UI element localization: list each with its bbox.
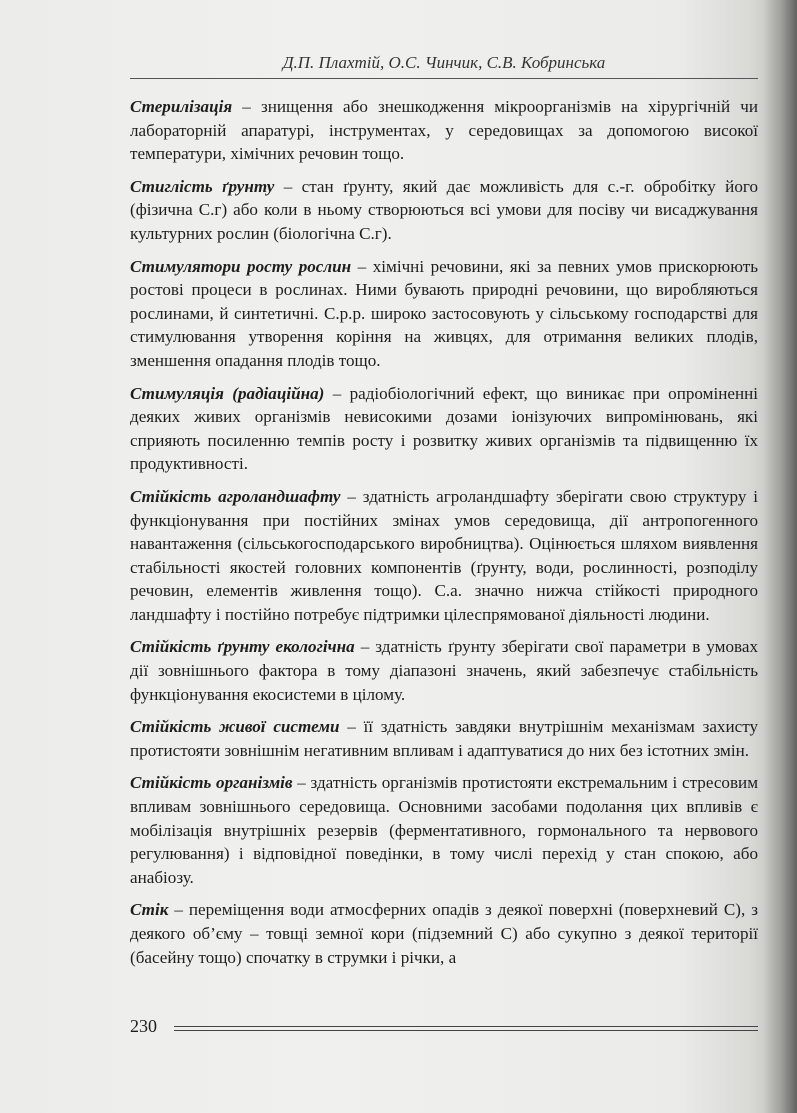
- glossary-entry: [130, 382, 758, 476]
- entry-definition: – її здатність завдяки внутрішнім механізмам захисту протистояти зовнішнім негативним впливам і адаптуватися до них без істотних змін.: [130, 717, 758, 760]
- glossary-entry: [130, 715, 758, 762]
- footer-rule: [174, 1030, 758, 1031]
- glossary-entry: [130, 898, 758, 969]
- glossary-entry: [130, 255, 758, 373]
- page-footer: [130, 1014, 758, 1038]
- entry-definition: – радіобіологічний ефект, що виникає при опроміненні деяких живих організмів невисокими дозами іонізуючих випромінювань, які сприяють посиленню темпів росту і розвитку живих організмів та підвищенню їх продуктивності.: [130, 383, 758, 474]
- entry-term: Стійкість організмів: [130, 773, 293, 793]
- entry-definition: – хімічні речовини, які за певних умов прискорюють ростові процеси в рослинах. Ними бувають природні речовини, що виробляються рослинами, й синтетичні. С.р.р. широко застосовують у сільському господарстві для стимулювання утворення коріння на живцях, для отримання великих плодів, зменшення опадання плодів тощо.: [130, 256, 759, 370]
- entry-definition: – здатність агроландшафту зберігати свою структуру і функціонування при постійних змінах умов середовища, дії антропогенного навантаження (сільськогосподарського виробництва). Оцінюється шляхом виявлення стабільності якостей головних компонентів (ґрунту, води, рослинності, розподілу речовин, елементів живлення тощо). С.а. значно нижча стійкості природного ландшафту і постійно потребує підтримки цілеспрямованої діяльності людини.: [130, 486, 758, 624]
- glossary-entry: [130, 95, 758, 166]
- entry-term: Стиглість ґрунту: [130, 176, 275, 196]
- binding-shadow: [763, 0, 797, 1113]
- entry-term: Стік: [130, 900, 169, 920]
- entry-definition: – здатність організмів протистояти екстремальним і стресовим впливам зовнішнього середовища. Основними засобами подолання цих впливів є мобілізація внутрішніх резервів (ферментативного, гормонального та нервового регулювання) і відповідної поведінки, в тому числі перехід у стан спокою, або анабіозу.: [130, 773, 759, 887]
- glossary-entry: [130, 771, 758, 889]
- glossary-entry: [130, 175, 758, 246]
- entry-definition: – знищення або знешкодження мікроорганізмів на хірургічній чи лабораторній апаратурі, інструментах, у середовищах за допомогою високої температури, хімічних речовин тощо.: [130, 97, 758, 164]
- entry-term: Стійкість живої системи: [130, 717, 340, 737]
- header-rule: [130, 78, 758, 79]
- entry-term: Стійкість агроландшафту: [130, 486, 341, 506]
- entry-definition: – здатність ґрунту зберігати свої параметри в умовах дії зовнішнього фактора в тому діапазоні значень, який забезпечує стабільність функціонування екосистеми в цілому.: [130, 637, 758, 704]
- footer-rule: [174, 1026, 758, 1027]
- entry-term: Стійкість ґрунту екологічна: [130, 637, 355, 657]
- glossary-entry: [130, 635, 758, 706]
- entry-term: Стимулятори росту рослин: [130, 256, 352, 276]
- entry-term: Стерилізація: [130, 97, 233, 116]
- page-number: 230: [130, 1016, 157, 1036]
- entry-term: Стимуляція (радіаційна): [130, 383, 325, 403]
- entry-definition: – стан ґрунту, який дає можливість для с.-г. обробітку його (фізична С.г) або коли в ньому створюються всі умови для посіву чи висаджування культурних рослин (біологічна С.г).: [130, 176, 759, 243]
- glossary-entry: [130, 485, 758, 627]
- entry-definition: – переміщення води атмосферних опадів з деякої поверхні (поверхневий С), з деякого об’єму – товщі земної кори (підземний С) або сукупно з деякої території (басейну тощо) спочатку в струмки і річки, а: [130, 900, 758, 967]
- running-header-authors: Д.П. Плахтій, О.С. Чинчик, С.В. Кобринська: [282, 53, 606, 72]
- glossary-content: [130, 95, 758, 978]
